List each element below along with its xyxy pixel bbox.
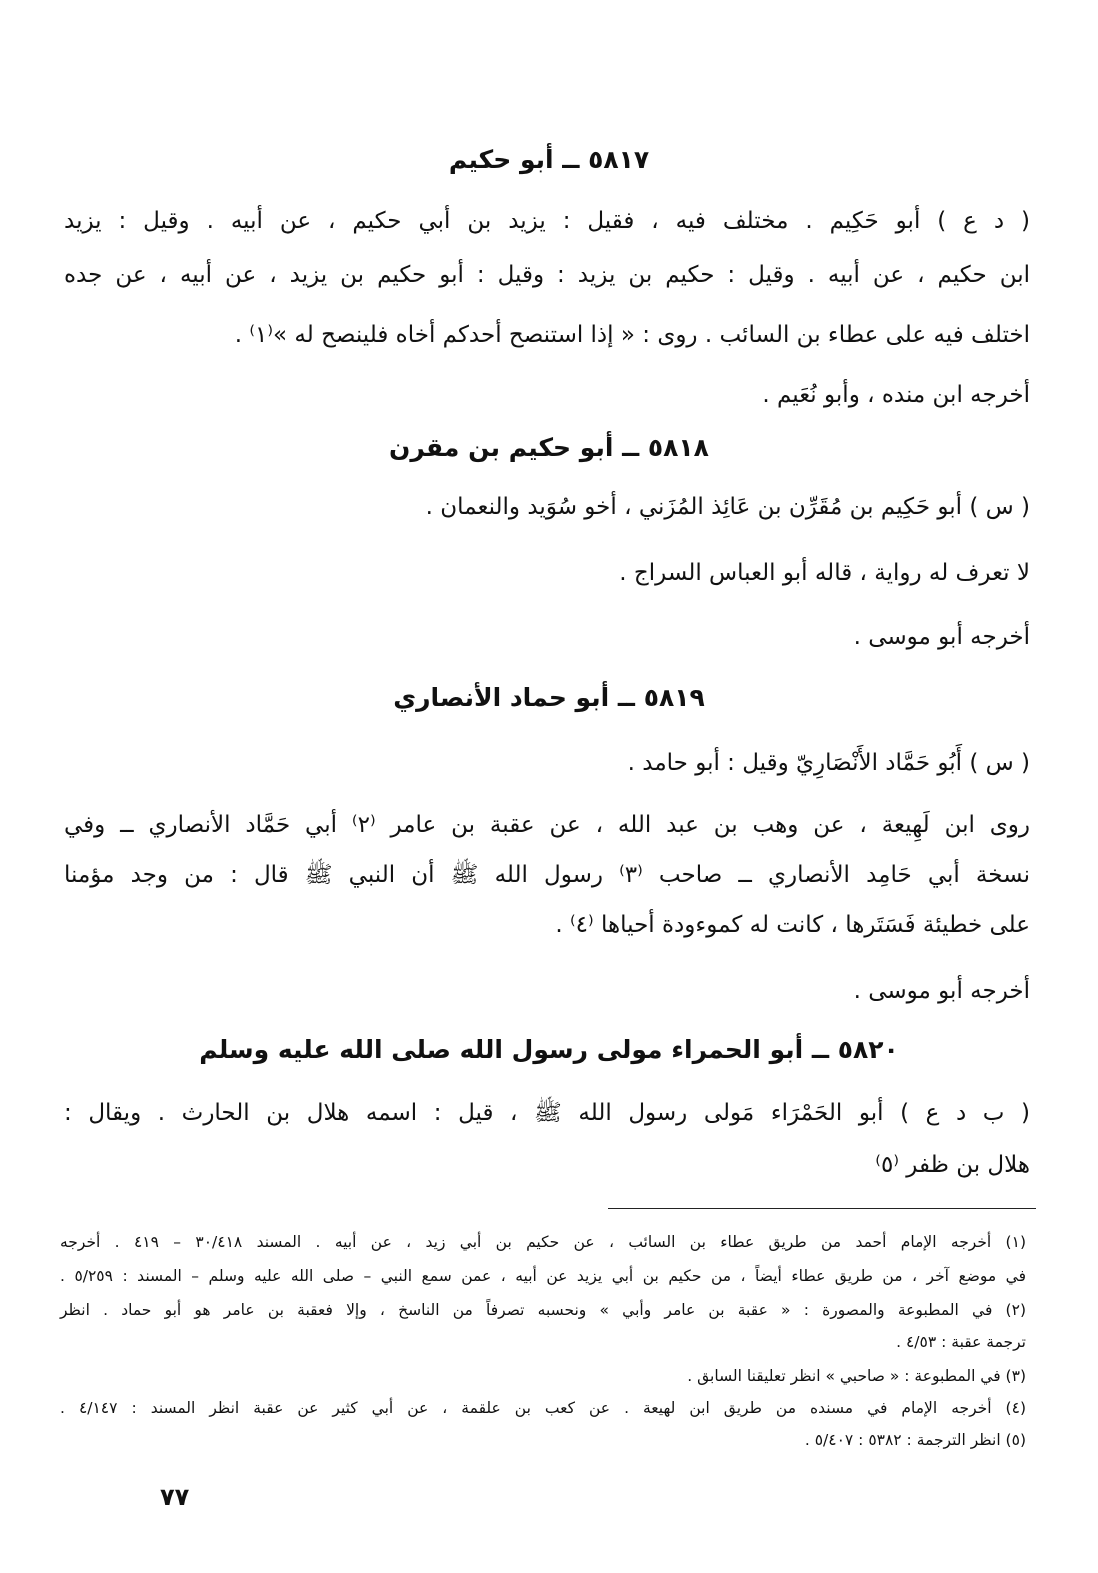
entry-5818-line-2: لا تعرف له رواية ، قاله أبو العباس السراج .	[619, 560, 1030, 586]
footnote-line-5: (٣) في المطبوعة : « صاحبي » انظر تعليقنا السابق .	[687, 1367, 1026, 1385]
entry-5817-line-1: ( د ع ) أبو حَكِيم . مختلف فيه ، فقيل : يزيد بن أبي حكيم ، عن أبيه . وقيل : يزيد	[64, 208, 1030, 234]
footnote-line-7: (٥) انظر الترجمة : ٥٣٨٢ : ٥/٤٠٧ .	[804, 1431, 1026, 1449]
entry-heading-5818: ٥٨١٨ ــ أبو حكيم بن مقرن	[389, 433, 709, 462]
entry-5819-line-5: أخرجه أبو موسى .	[853, 978, 1030, 1004]
footnote-line-2: في موضع آخر ، من طريق عطاء أيضاً ، من حكيم بن أبي يزيد عن أبيه ، عمن سمع النبي – صلى الله عليه وسلم – المسند : ٥/٢٥٩ .	[60, 1267, 1027, 1285]
entry-5819-line-2: روى ابن لَهِيعة ، عن وهب بن عبد الله ، عن عقبة بن عامر ⁽٢⁾ أبي حَمَّاد الأنصاري ــ وفي	[64, 812, 1030, 838]
entry-heading-5819: ٥٨١٩ ــ أبو حماد الأنصاري	[393, 683, 705, 712]
entry-5820-line-1: ( ب د ع ) أبو الحَمْرَاء مَولى رسول الله ﷺ ، قيل : اسمه هلال بن الحارث . ويقال :	[64, 1100, 1030, 1126]
footnote-line-4: ترجمة عقبة : ٤/٥٣ .	[896, 1333, 1026, 1351]
footnote-line-1: (١) أخرجه الإمام أحمد من طريق عطاء بن السائب ، عن حكيم بن أبي زيد ، عن أبيه . المسند ٣٠/٤١٨ – ٤١٩ . أخرجه	[60, 1233, 1026, 1251]
entry-5818-line-1: ( س ) أبو حَكِيم بن مُقَرِّن بن عَائِذ المُزَني ، أخو سُوَيد والنعمان .	[425, 494, 1030, 520]
footnote-divider	[608, 1208, 1036, 1209]
entry-5817-line-4: أخرجه ابن منده ، وأبو نُعَيم .	[762, 382, 1030, 408]
entry-5817-line-2: ابن حكيم ، عن أبيه . وقيل : حكيم بن يزيد : وقيل : أبو حكيم بن يزيد ، عن أبيه ، عن جده	[64, 262, 1030, 288]
entry-5819-line-3: نسخة أبي حَامِد الأنصاري ــ صاحب ⁽٣⁾ رسول الله ﷺ أن النبي ﷺ قال : من وجد مؤمنا	[64, 862, 1030, 888]
footnote-line-6: (٤) أخرجه الإمام في مسنده من طريق ابن لهيعة . عن كعب بن علقمة ، عن أبي كثير عن عقبة انظر المسند : ٤/١٤٧ .	[60, 1399, 1026, 1417]
entry-heading-5820: ٥٨٢٠ ــ أبو الحمراء مولى رسول الله صلى الله عليه وسلم	[199, 1035, 899, 1064]
entry-5820-line-2: هلال بن ظفر ⁽٥⁾	[875, 1152, 1030, 1178]
entry-5819-line-1: ( س ) أَبُو حَمَّاد الأَنْصَارِيّ وقيل : أبو حامد .	[627, 750, 1030, 776]
entry-5819-line-4: على خطيئة فَسَتَرها ، كانت له كموءودة أحياها ⁽٤⁾ .	[555, 912, 1030, 938]
entry-5817-line-3: اختلف فيه على عطاء بن السائب . روى : « إذا استنصح أحدكم أخاه فلينصح له »⁽١⁾ .	[234, 322, 1030, 348]
entry-5818-line-3: أخرجه أبو موسى .	[853, 624, 1030, 650]
page-number: ٧٧	[160, 1483, 190, 1511]
footnote-line-3: (٢) في المطبوعة والمصورة : « عقبة بن عامر وأبي » ونحسبه تصرفاً من الناسخ ، وإلا فعقبة بن عامر هو أبو حماد . انظر	[60, 1301, 1026, 1319]
entry-heading-5817: ٥٨١٧ ــ أبو حكيم	[448, 145, 650, 174]
